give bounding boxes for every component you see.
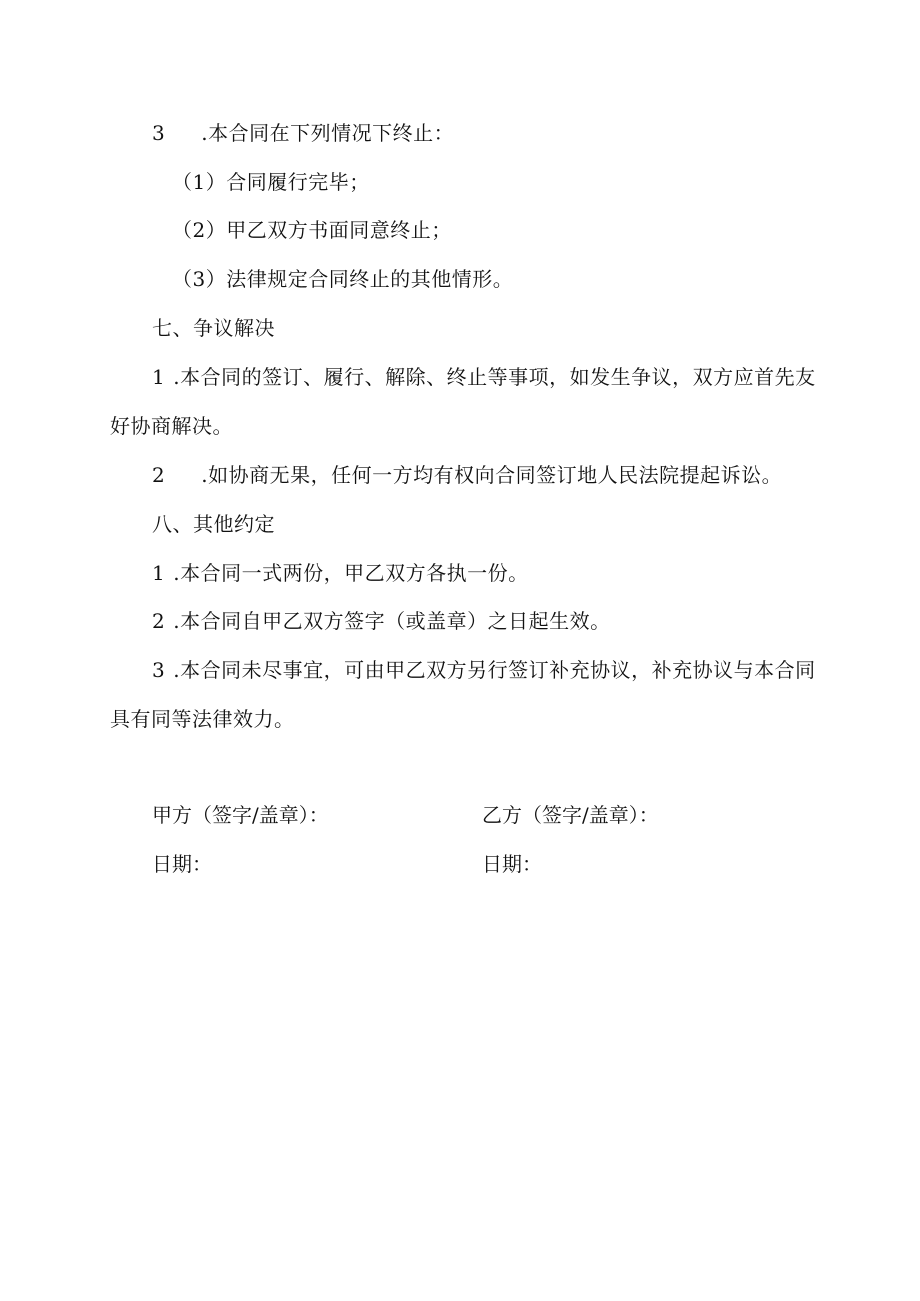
clause-8-3-line-1 [152,656,816,684]
clause-number: 3 [152,658,166,682]
clause-8-1 [152,559,529,587]
clause-8-3-line-2: 具有同等法律效力。 [110,707,295,731]
clause-number: 2 [152,609,166,633]
party-b-signature-label: 乙方（签字/盖章）： [482,803,659,827]
clause-text: .本合同自甲乙双方签字（或盖章）之日起生效。 [173,609,611,633]
clause-number: 1 [152,365,166,389]
section-7-heading: 七、争议解决 [152,316,275,340]
clause-text: .本合同未尽事宜，可由甲乙双方另行签订补充协议，补充协议与本合同 [173,658,816,682]
clause-7-2 [152,461,782,489]
clause-number: 3 [152,121,166,145]
clause-text: .如协商无果，任何一方均有权向合同签订地人民法院提起诉讼。 [201,463,783,487]
clause-text: .本合同一式两份，甲乙双方各执一份。 [173,561,529,585]
clause-6-3-sub-2: （2）甲乙双方书面同意终止； [172,218,452,242]
clause-6-3-sub-3: （3）法律规定合同终止的其他情形。 [172,267,514,291]
clause-number: 1 [152,561,166,585]
clause-7-1-line-2: 好协商解决。 [110,414,233,438]
section-8-heading: 八、其他约定 [152,512,275,536]
party-b-date-label: 日期： [482,852,542,876]
clause-text: .本合同的签订、履行、解除、终止等事项，如发生争议，双方应首先友 [173,365,816,389]
clause-6-3-sub-1: （1）合同履行完毕； [172,170,370,194]
clause-8-2 [152,607,611,635]
clause-text: .本合同在下列情况下终止： [201,121,455,145]
party-a-signature-label: 甲方（签字/盖章）： [152,803,329,827]
party-a-date-label: 日期： [152,852,212,876]
clause-6-3 [152,119,454,147]
clause-number: 2 [152,463,166,487]
clause-7-1-line-1 [152,363,816,391]
